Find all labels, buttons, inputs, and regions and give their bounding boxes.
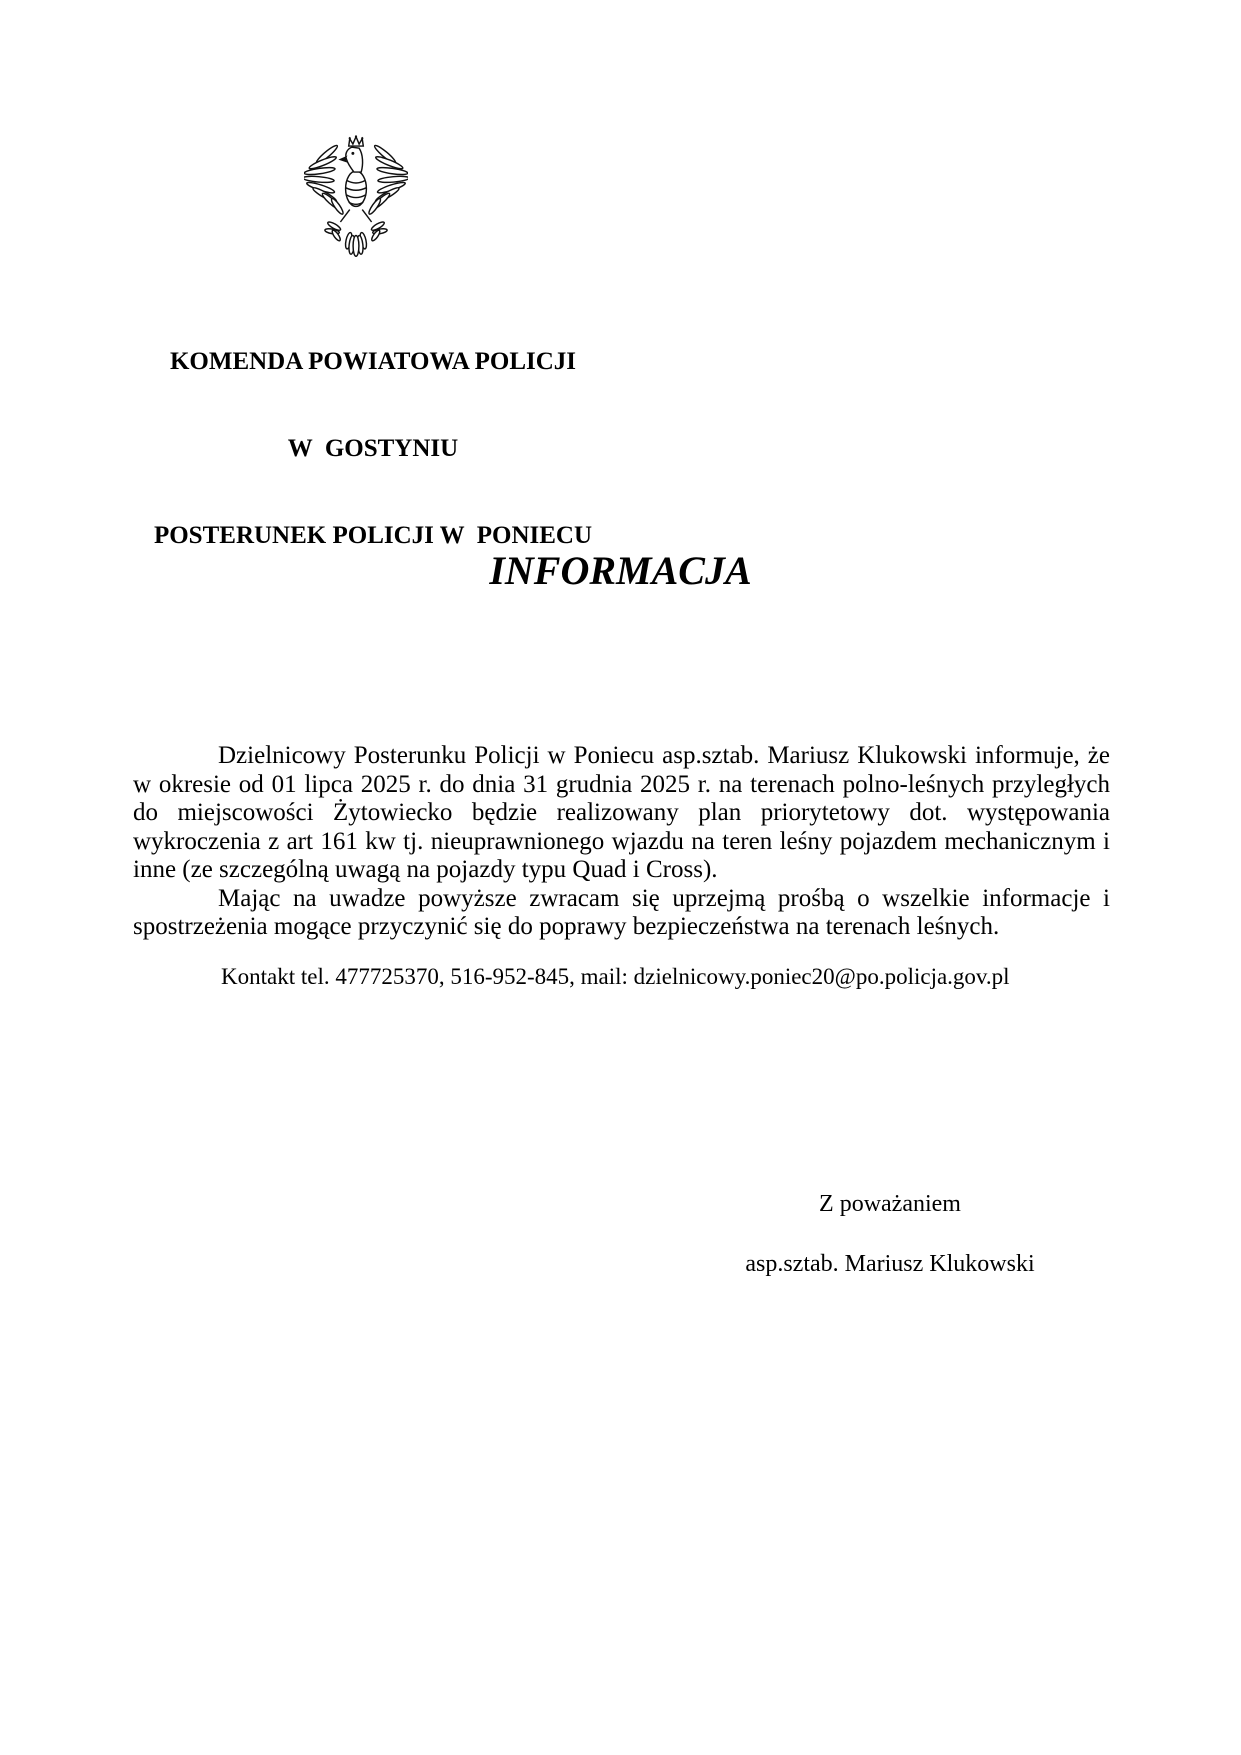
closing-phrase: Z poważaniem [819, 1191, 961, 1217]
eagle-icon [304, 134, 408, 258]
signer-name: asp.sztab. Mariusz Klukowski [745, 1251, 1035, 1277]
body-paragraph-2: Mając na uwadze powyższe zwracam się uprzejmą prośbą o wszelkie informacje i spostrzeżenia mogące przyczynić się do poprawy bezpieczeństwa na terenach leśnych. [133, 884, 1110, 940]
body-paragraph-1: Dzielnicowy Posterunku Policji w Poniecu asp.sztab. Mariusz Klukowski informuje, że w okresie od 01 lipca 2025 r. do dnia 31 grudnia 2025 r. na terenach polno-leśnych przyległych do miejscowości Żytowiecko będzie realizowany plan priorytetowy dot. występowania wykroczenia z art 161 kw tj. nieuprawnionego wjazdu na teren leśny pojazdem mechanicznym i inne (ze szczególną uwagą na pojazdy typu Quad i Cross). [133, 742, 1110, 883]
letterhead-line-3: POSTERUNEK POLICJI W PONIECU [153, 522, 593, 549]
letterhead-line-1: KOMENDA POWIATOWA POLICJI [169, 348, 577, 375]
letterhead-line-2: W GOSTYNIU [287, 435, 459, 462]
contact-line: Kontakt tel. 477725370, 516-952-845, mail: dzielnicowy.poniec20@po.policja.gov.pl [221, 964, 1010, 989]
document-title: INFORMACJA [489, 548, 752, 593]
polish-eagle-emblem [304, 134, 408, 258]
document-body [133, 742, 1110, 942]
